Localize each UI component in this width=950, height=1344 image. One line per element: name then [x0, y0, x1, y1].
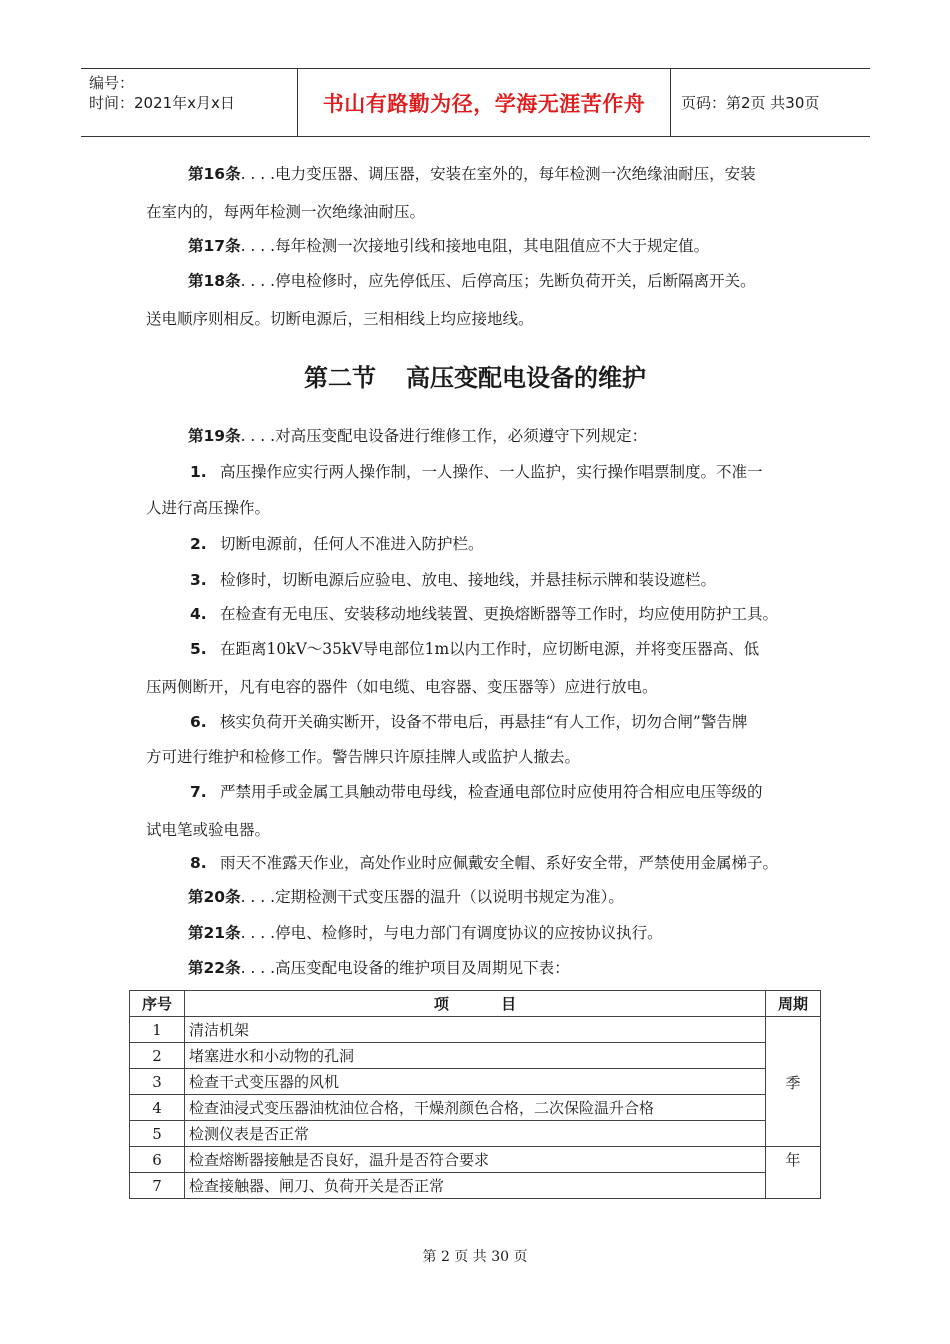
list-item: 6. 核实负荷开关确实断开，设备不带电后，再悬挂“有人工作，切勿合闸”警告牌: [190, 713, 748, 731]
article-text-cont: 送电顺序则相反。切断电源后，三相相线上均应接地线。: [146, 310, 534, 328]
header-motto: 书山有路勤为径，学海无涯苦作舟: [298, 69, 671, 136]
section-title: [0, 358, 950, 393]
article-dots: . . . .: [240, 237, 276, 255]
table-row: 1 清洁机架 季: [130, 1017, 821, 1043]
section-heading: 高压变配电设备的维护: [406, 364, 646, 392]
list-item: 8. 雨天不准露天作业，高处作业时应佩戴安全帽、系好安全带，严禁使用金属梯子。: [190, 854, 779, 872]
period-quarter: 季: [766, 1017, 821, 1147]
list-item: 4. 在检查有无电压、安装移动地线装置、更换熔断器等工作时，均应使用防护工具。: [190, 605, 779, 623]
header-page-number: 页码：第2页 共30页: [681, 94, 820, 112]
article-20: 第20条. . . .定期检测干式变压器的温升（以说明书规定为准）。: [188, 888, 624, 906]
table-row: 5 检测仪表是否正常: [130, 1121, 821, 1147]
period-year: 年: [766, 1147, 821, 1199]
list-item-cont: 试电笔或验电器。: [146, 821, 271, 839]
table-row: 2 堵塞进水和小动物的孔洞: [130, 1043, 821, 1069]
doc-time-label: 时间：2021年x月x日: [89, 94, 235, 112]
list-item: 3. 检修时，切断电源后应验电、放电、接地线，并悬挂标示牌和装设遮栏。: [190, 571, 717, 589]
article-22: 第22条. . . .高压变配电设备的维护项目及周期见下表：: [188, 959, 570, 977]
article-dots: . . . .: [240, 427, 276, 445]
article-text: 停电检修时，应先停低压、后停高压；先断负荷开关，后断隔离开关。: [275, 272, 756, 290]
table-header-row: [130, 991, 821, 1017]
article-dots: . . . .: [240, 165, 276, 183]
page-header: [81, 68, 870, 137]
article-text: 电力变压器、调压器，安装在室外的，每年检测一次绝缘油耐压，安装: [275, 165, 756, 183]
article-label: 第19条: [188, 427, 241, 445]
article-text: 对高压变配电设备进行维修工作，必须遵守下列规定：: [275, 427, 648, 445]
section-number: 第二节: [304, 364, 376, 392]
article-dots: . . . .: [240, 272, 276, 290]
col-header-no: 序号: [130, 991, 185, 1017]
header-meta: [81, 69, 298, 136]
article-text-cont: 在室内的，每两年检测一次绝缘油耐压。: [146, 203, 426, 221]
list-item-cont: 压两侧断开，凡有电容的器件（如电缆、电容器、变压器等）应进行放电。: [146, 678, 658, 696]
maintenance-table: [129, 990, 821, 1199]
page-footer: 第 2 页 共 30 页: [422, 1249, 528, 1265]
col-header-item: 项 目: [185, 991, 766, 1017]
table-row: 7 检查接触器、闸刀、负荷开关是否正常: [130, 1173, 821, 1199]
col-header-period: 周期: [766, 991, 821, 1017]
table-row: 3 检查干式变压器的风机: [130, 1069, 821, 1095]
list-item: 7. 严禁用手或金属工具触动带电母线，检查通电部位时应使用符合相应电压等级的: [190, 783, 763, 801]
list-item: 1. 高压操作应实行两人操作制，一人操作、一人监护，实行操作唱票制度。不准一: [190, 463, 763, 481]
doc-number-label: 编号：: [89, 74, 135, 92]
list-item-cont: 人进行高压操作。: [146, 499, 271, 517]
list-item: 5. 在距离10kV～35kV导电部位1m以内工作时，应切断电源，并将变压器高、低: [190, 640, 760, 658]
table-row: 4 检查油浸式变压器油枕油位合格，干燥剂颜色合格，二次保险温升合格: [130, 1095, 821, 1121]
article-text: 每年检测一次接地引线和接地电阻，其电阻值应不大于规定值。: [275, 237, 710, 255]
article-label: 第17条: [188, 237, 241, 255]
article-label: 第16条: [188, 165, 241, 183]
article-21: 第21条. . . .停电、检修时，与电力部门有调度协议的应按协议执行。: [188, 924, 663, 942]
table-row: 6 检查熔断器接触是否良好，温升是否符合要求 年: [130, 1147, 821, 1173]
list-item-cont: 方可进行维护和检修工作。警告牌只许原挂牌人或监护人撤去。: [146, 748, 581, 766]
list-item: 2. 切断电源前，任何人不准进入防护栏。: [190, 535, 484, 553]
article-label: 第18条: [188, 272, 241, 290]
